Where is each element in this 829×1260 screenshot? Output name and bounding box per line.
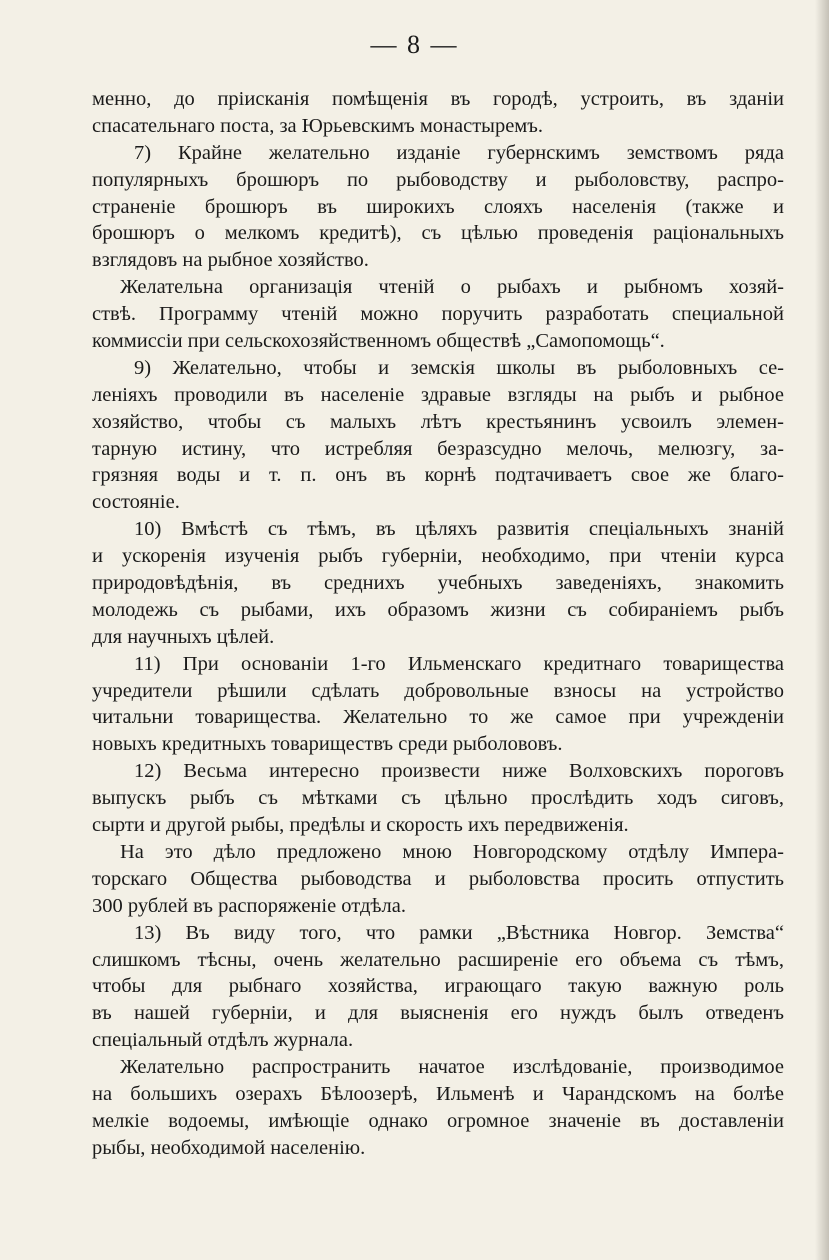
text-line: брошюръ о мелкомъ кредитѣ), съ цѣлью проведенія раціональныхъ [92, 222, 784, 245]
text-line: 300 рублей въ распоряженіе отдѣла. [92, 894, 406, 917]
text-line: коммиссіи при сельскохозяйственномъ обществѣ „Самопомощь“. [92, 330, 665, 353]
text-line: природовѣдѣнія, въ среднихъ учебныхъ заведеніяхъ, знакомить [92, 572, 784, 595]
text-line: взглядовъ на рыбное хозяйство. [92, 249, 369, 272]
text-line: спеціальный отдѣлъ журнала. [92, 1029, 354, 1052]
text-line: Желательно распространить начатое изслѣдованіе, производимое [120, 1056, 784, 1079]
text-line: на большихъ озерахъ Бѣлоозерѣ, Ильменѣ и Чарандскомъ на болѣе [92, 1082, 784, 1105]
text-line: страненіе брошюръ въ широкихъ слояхъ населенія (также и [92, 195, 784, 218]
text-line: ствѣ. Программу чтеній можно поручить разработать специальной [92, 303, 784, 326]
text-line: Желательна организація чтеній о рыбахъ и рыбномъ хозяй- [120, 276, 784, 299]
text-line: грязняя воды и т. п. онъ въ корнѣ подтачиваетъ свое же благо- [92, 464, 784, 487]
text-line: чтобы для рыбнаго хозяйства, играющаго такую важную роль [92, 975, 784, 998]
text-line: молодежь съ рыбами, ихъ образомъ жизни съ собираніемъ рыбъ [92, 598, 784, 621]
text-line: выпускъ рыбъ съ мѣтками съ цѣльно прослѣдить ходъ сиговъ, [92, 787, 784, 810]
text-line: читальни товарищества. Желательно то же самое при учрежденіи [92, 706, 784, 729]
text-line: слишкомъ тѣсны, очень желательно расширеніе его объема съ тѣмъ, [92, 948, 784, 971]
text-line: въ нашей губерніи, и для выясненія его нуждъ былъ отведенъ [92, 1002, 784, 1025]
text-line: тарную истину, что истребляя безразсудно мелочь, мелюзгу, за- [92, 437, 784, 460]
text-line: рыбы, необходимой населенію. [92, 1136, 366, 1159]
text-line: 7) Крайне желательно изданіе губернскимъ земствомъ ряда [134, 141, 784, 164]
text-line: 13) Въ виду того, что рамки „Вѣстника Новгор. Земства“ [134, 921, 784, 944]
text-line: для научныхъ цѣлей. [92, 625, 275, 648]
text-line: На это дѣло предложено мною Новгородскому отдѣлу Импера- [120, 840, 784, 863]
text-line: популярныхъ брошюръ по рыбоводству и рыболовству, распро- [92, 168, 784, 191]
text-line: мелкіе водоемы, имѣющіе однако огромное значеніе въ доставленіи [92, 1109, 784, 1132]
text-line: 10) Вмѣстѣ съ тѣмъ, въ цѣляхъ развитія спеціальныхъ знаній [134, 518, 784, 541]
text-line: сырти и другой рыбы, предѣлы и скорость ихъ передвиженія. [92, 814, 629, 837]
text-line: 12) Весьма интересно произвести ниже Волховскихъ пороговъ [134, 760, 784, 783]
text-line: хозяйство, чтобы съ малыхъ лѣтъ крестьянинъ усвоилъ элемен- [92, 410, 784, 433]
text-line: учредители рѣшили сдѣлать добровольные взносы на устройство [92, 679, 784, 702]
text-line: спасательнаго поста, за Юрьевскимъ монастыремъ. [92, 114, 543, 137]
text-line: новыхъ кредитныхъ товариществъ среди рыболововъ. [92, 733, 563, 756]
text-line: и ускоренія изученія рыбъ губерніи, необходимо, при чтеніи курса [92, 545, 784, 568]
text-line: торскаго Общества рыбоводства и рыболовства просить отпустить [92, 867, 784, 890]
text-line: состояніе. [92, 491, 180, 514]
text-line: менно, до пріисканія помѣщенія въ городѣ, устроить, въ зданіи [92, 88, 784, 110]
text-line: 11) При основаніи 1-го Ильменскаго кредитнаго товарищества [134, 652, 784, 675]
text-line: 9) Желательно, чтобы и земскія школы въ рыболовныхъ се- [134, 356, 784, 379]
text-line: леніяхъ проводили въ населеніе здравые взгляды на рыбъ и рыбное [92, 383, 784, 406]
body-text [92, 86, 784, 1162]
page-number: — 8 — [370, 30, 459, 59]
